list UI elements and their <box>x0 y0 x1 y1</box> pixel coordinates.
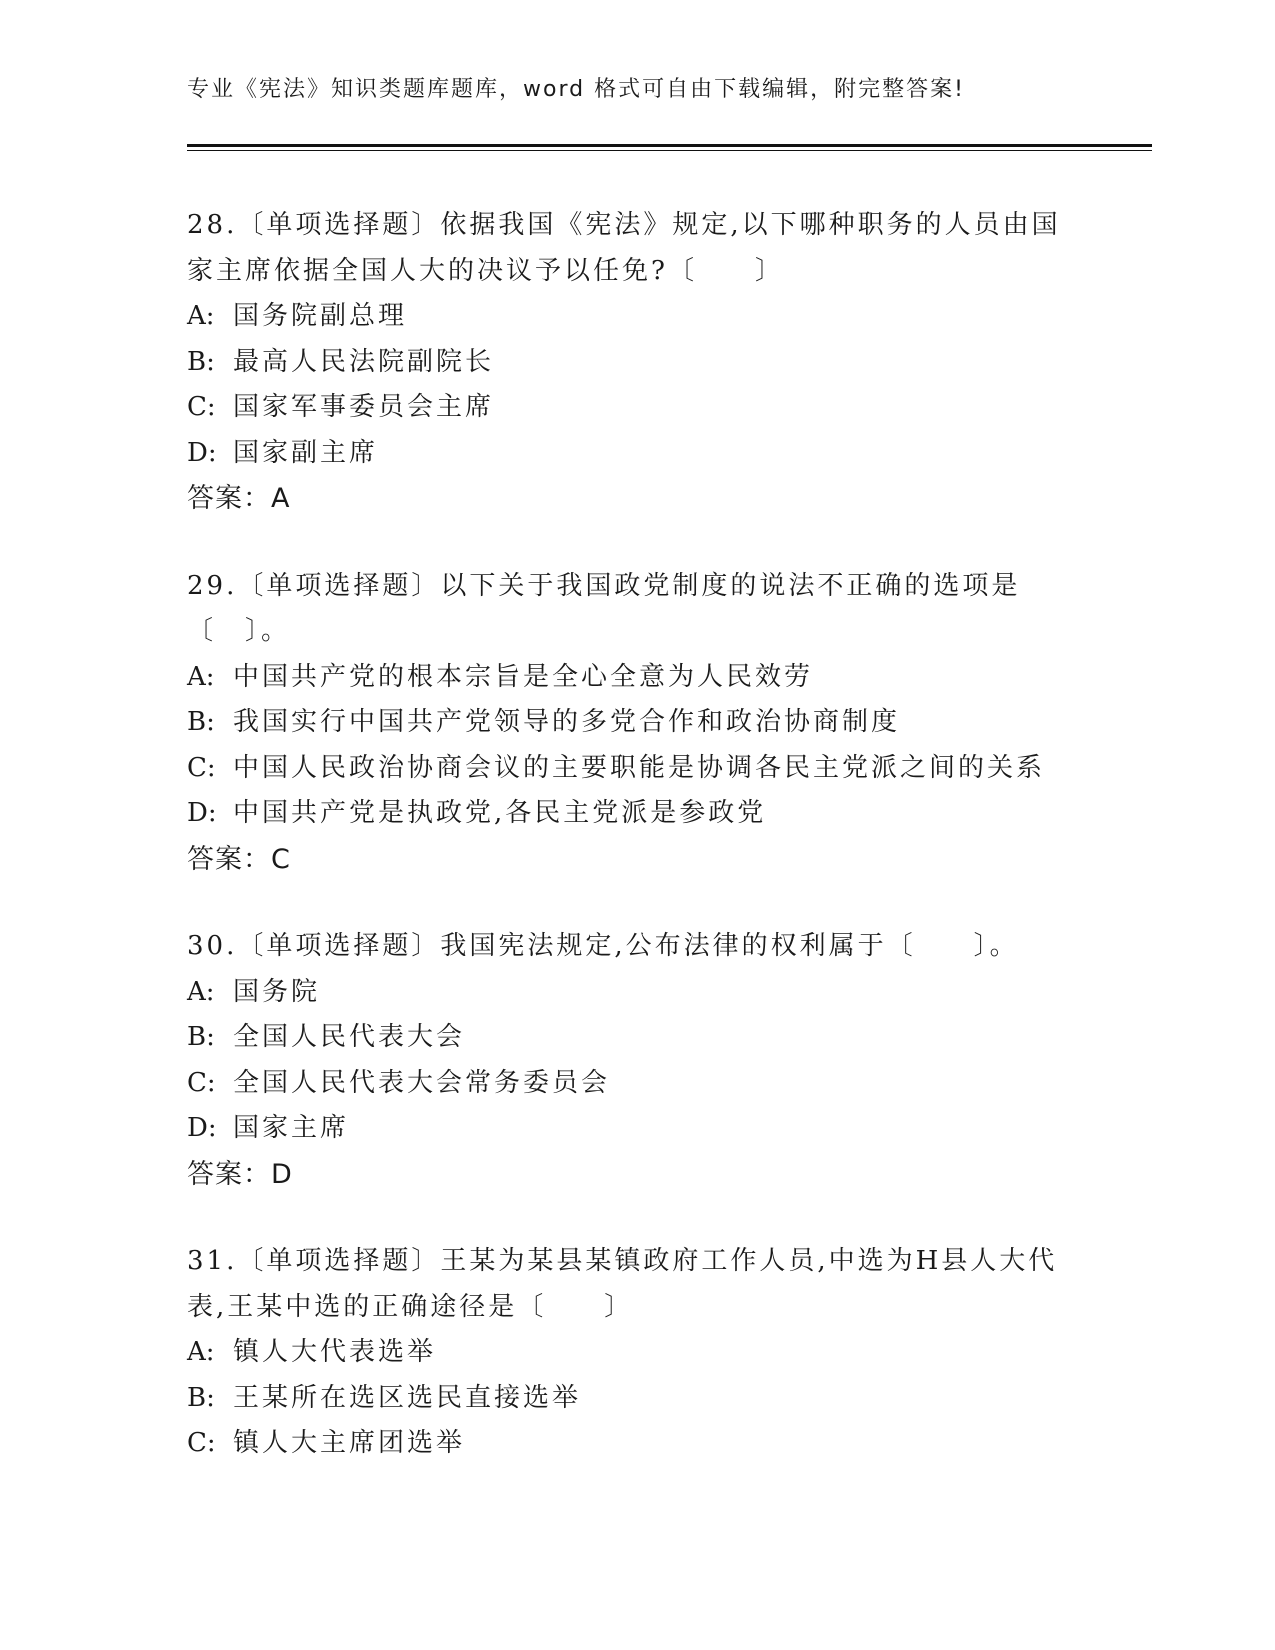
option-key: A: <box>187 661 215 692</box>
option-text: 中国共产党的根本宗旨是全心全意为人民效劳 <box>233 661 814 692</box>
answer-line: 答案：A <box>187 483 291 514</box>
option-key: C: <box>187 392 216 422</box>
option-key: D: <box>187 798 217 828</box>
option-text: 国家主席 <box>233 1113 350 1143</box>
option-b <box>187 1376 1067 1422</box>
option-c <box>187 746 1067 792</box>
question-stem: 28.〔单项选择题〕依据我国《宪法》规定,以下哪种职务的人员由国家主席依据全国人大的决议予以任免?〔 〕 <box>187 210 1061 286</box>
option-key: C: <box>187 752 216 783</box>
option-d <box>187 431 1067 477</box>
option-text: 镇人大主席团选举 <box>233 1428 466 1458</box>
answer-line: 答案：C <box>187 843 291 875</box>
question-list <box>187 203 1067 1509</box>
option-text: 全国人民代表大会常务委员会 <box>233 1067 611 1098</box>
option-a <box>187 970 1067 1016</box>
question-stem: 30.〔单项选择题〕我国宪法规定,公布法律的权利属于〔 〕。 <box>187 931 1019 961</box>
option-key: A: <box>187 976 215 1007</box>
question-31 <box>187 1239 1067 1467</box>
option-text: 全国人民代表大会 <box>233 1022 466 1052</box>
question-29 <box>187 564 1067 883</box>
option-c <box>187 385 1067 431</box>
page-header: 专业《宪法》知识类题库题库，word 格式可自由下载编辑，附完整答案! <box>187 77 965 102</box>
option-text: 国家军事委员会主席 <box>233 392 495 422</box>
option-b <box>187 1015 1067 1061</box>
option-text: 中国共产党是执政党,各民主党派是参政党 <box>233 798 767 828</box>
option-a <box>187 294 1067 340</box>
option-key: C: <box>187 1067 216 1098</box>
option-d <box>187 791 1067 837</box>
option-d <box>187 1106 1067 1152</box>
question-30 <box>187 924 1067 1197</box>
option-key: C: <box>187 1428 216 1458</box>
option-key: D: <box>187 437 217 468</box>
header-divider-thin <box>187 150 1152 151</box>
option-text: 国务院 <box>233 976 321 1007</box>
question-stem: 29.〔单项选择题〕以下关于我国政党制度的说法不正确的选项是〔 〕。 <box>187 570 1021 646</box>
option-key: A: <box>187 301 215 331</box>
question-28 <box>187 203 1067 522</box>
option-text: 王某所在选区选民直接选举 <box>233 1382 582 1413</box>
option-c <box>187 1421 1067 1467</box>
option-key: A: <box>187 1337 215 1367</box>
option-text: 国家副主席 <box>233 437 379 468</box>
option-key: D: <box>187 1113 217 1143</box>
option-a <box>187 655 1067 701</box>
option-b <box>187 700 1067 746</box>
option-text: 中国人民政治协商会议的主要职能是协调各民主党派之间的关系 <box>233 752 1046 783</box>
answer-line: 答案：D <box>187 1158 293 1190</box>
option-a <box>187 1330 1067 1376</box>
option-b <box>187 340 1067 386</box>
option-key: B: <box>187 346 215 377</box>
option-key: B: <box>187 1382 215 1413</box>
option-text: 国务院副总理 <box>233 301 408 331</box>
option-text: 最高人民法院副院长 <box>233 346 495 377</box>
option-text: 我国实行中国共产党领导的多党合作和政治协商制度 <box>233 707 901 737</box>
option-key: B: <box>187 707 215 737</box>
option-c <box>187 1061 1067 1107</box>
header-divider-thick <box>187 144 1152 147</box>
option-text: 镇人大代表选举 <box>233 1337 437 1367</box>
option-key: B: <box>187 1022 215 1052</box>
question-stem: 31.〔单项选择题〕王某为某县某镇政府工作人员,中选为H县人大代表,王某中选的正确途径是〔 〕 <box>187 1246 1058 1322</box>
